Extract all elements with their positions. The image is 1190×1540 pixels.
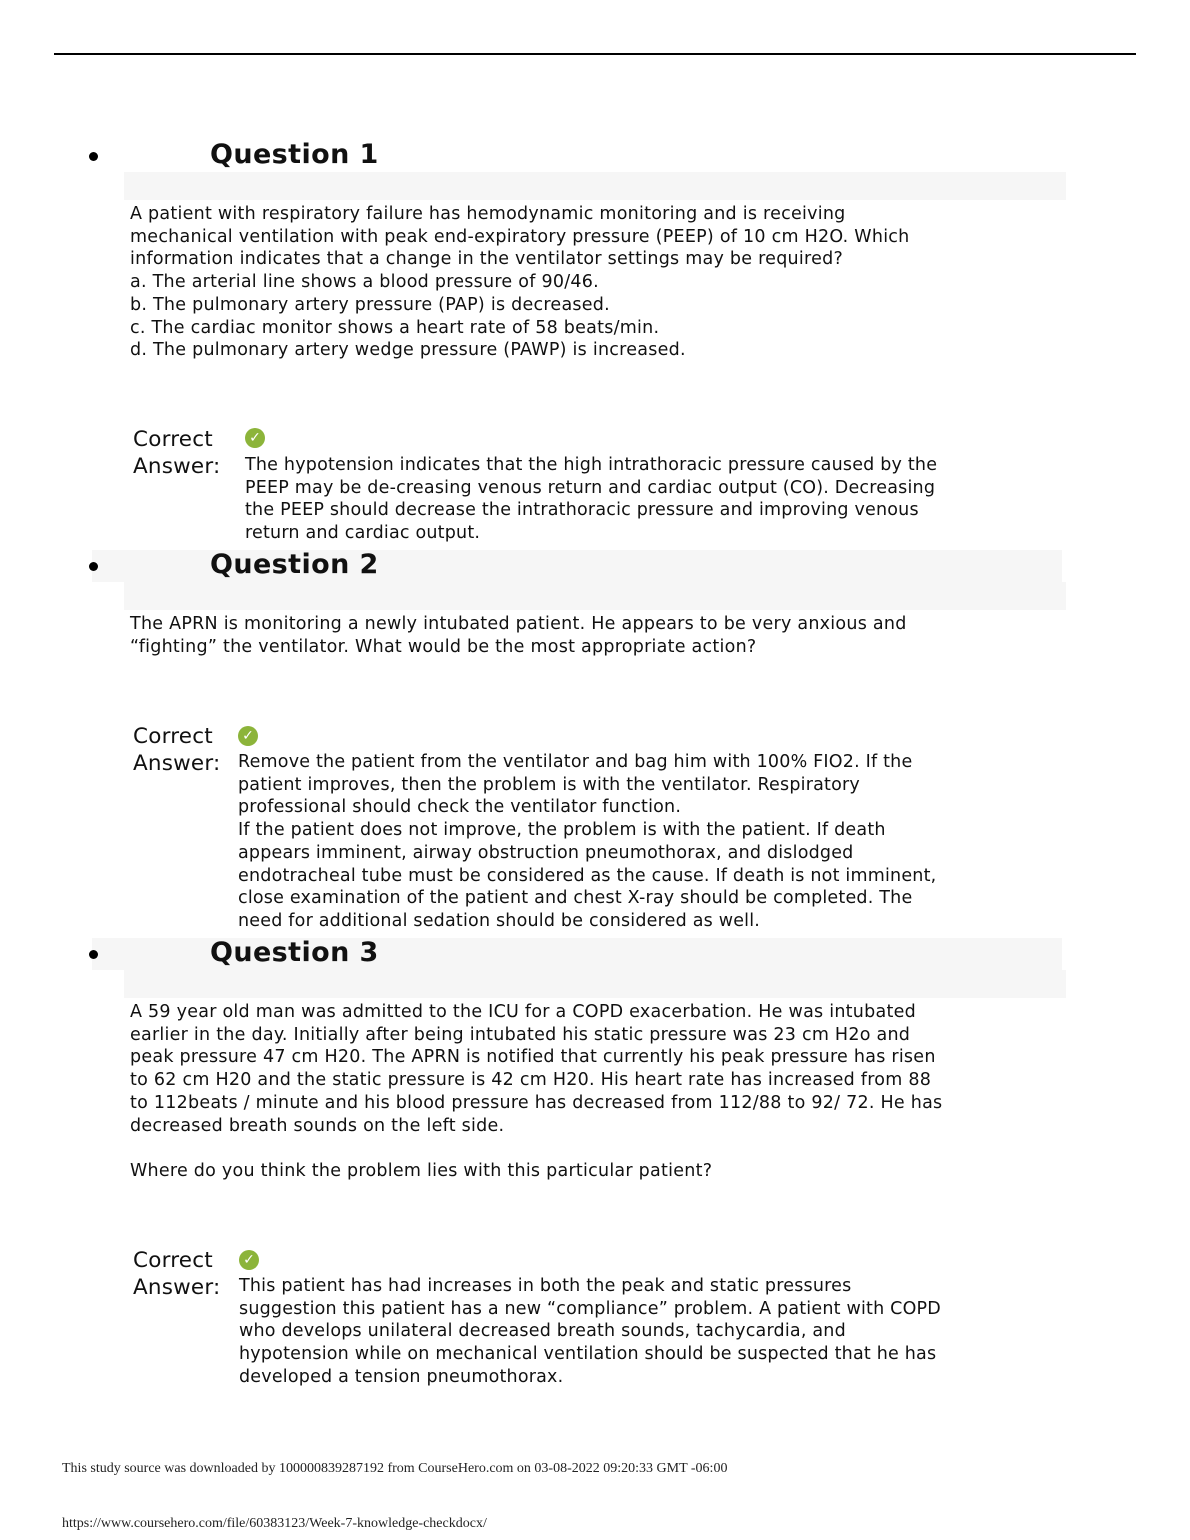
answer-line: close examination of the patient and chest X-ray should be completed. The [238,888,913,909]
bullet-icon [89,950,98,959]
question-line: The APRN is monitoring a newly intubated patient. He appears to be very anxious and [130,614,907,634]
answer-line: suggestion this patient has a new “compliance” problem. A patient with COPD [239,1298,941,1319]
question-line: information indicates that a change in the ventilator settings may be required? [130,249,843,270]
answer-line: hypotension while on mechanical ventilation should be suspected that he has [239,1344,937,1365]
bullet-icon [89,562,98,571]
check-circle-icon: ✓ [238,726,258,746]
answer-label-line: Answer: [133,454,221,479]
question-text [130,1001,1030,1183]
question-line: to 62 cm H20 and the static pressure is 42 cm H20. His heart rate has increased from 88 [130,1070,932,1091]
question-line: peak pressure 47 cm H20. The APRN is notified that currently his peak pressure has risen [130,1047,936,1068]
question-text [130,613,1030,658]
answer-line: professional should check the ventilator function. [238,797,682,818]
option-c: c. The cardiac monitor shows a heart rate of 58 beats/min. [130,317,660,338]
answer-line: PEEP may be de-creasing venous return and cardiac output (CO). Decreasing [245,477,936,498]
answer-line: the PEEP should decrease the intrathoracic pressure and improving venous [245,500,919,521]
correct-label-line: Correct [133,427,213,452]
answer-line: endotracheal tube must be considered as the cause. If death is not imminent, [238,865,937,886]
check-circle-icon: ✓ [239,1250,259,1270]
option-d: d. The pulmonary artery wedge pressure (PAWP) is increased. [130,340,686,361]
top-rule [54,53,1136,55]
correct-answer-label [133,1247,220,1301]
footer-url[interactable]: https://www.coursehero.com/file/60383123/Week-7-knowledge-checkdocx/ [62,1516,487,1531]
bullet-icon [89,152,98,161]
answer-line: return and cardiac output. [245,523,481,544]
answer-label-line: Answer: [133,1275,221,1300]
question-line: “fighting” the ventilator. What would be the most appropriate action? [130,636,757,657]
option-a: a. The arterial line shows a blood pressure of 90/46. [130,272,599,293]
question-line: earlier in the day. Initially after being intubated his static pressure was 23 cm H2o and [130,1024,911,1045]
option-b: b. The pulmonary artery pressure (PAP) is decreased. [130,294,610,315]
answer-line: developed a tension pneumothorax. [239,1366,564,1387]
answer-line: need for additional sedation should be considered as well. [238,910,761,931]
question-line: A 59 year old man was admitted to the ICU for a COPD exacerbation. He was intubated [130,1002,916,1022]
question-line: mechanical ventilation with peak end-expiratory pressure (PEEP) of 10 cm H2O. Which [130,226,910,247]
answer-label-line: Answer: [133,751,221,776]
answer-line: appears imminent, airway obstruction pneumothorax, and dislodged [238,842,854,863]
answer-text [239,1275,1009,1389]
answer-text [238,751,1008,933]
check-circle-icon: ✓ [245,428,265,448]
correct-label-line: Correct [133,724,213,749]
question-line: Where do you think the problem lies with this particular patient? [130,1160,713,1181]
answer-line: If the patient does not improve, the problem is with the patient. If death [238,820,886,841]
question-line: A patient with respiratory failure has hemodynamic monitoring and is receiving [130,204,846,224]
question-header-band [124,970,1066,998]
question-header-band [124,172,1066,200]
footer-source-text: This study source was downloaded by 100000839287192 from CourseHero.com on 03-08-2022 09:20:33 GMT -06:00 [62,1461,728,1476]
answer-line: This patient has had increases in both the peak and static pressures [239,1276,852,1296]
question-text [130,203,1030,362]
question-line: to 112beats / minute and his blood pressure has decreased from 112/88 to 92/ 72. He has [130,1092,943,1113]
answer-text [245,454,1015,545]
paragraph-gap [130,1137,1030,1160]
answer-line: Remove the patient from the ventilator and bag him with 100% FIO2. If the [238,752,913,772]
question-title: Question 1 [210,139,379,170]
answer-line: The hypotension indicates that the high intrathoracic pressure caused by the [245,455,938,475]
correct-label-line: Correct [133,1248,213,1273]
question-header-band [124,582,1066,610]
answer-line: patient improves, then the problem is with the ventilator. Respiratory [238,774,860,795]
correct-answer-label [133,426,220,480]
question-title: Question 3 [210,937,379,968]
question-title: Question 2 [210,549,379,580]
question-line: decreased breath sounds on the left side. [130,1115,505,1136]
answer-line: who develops unilateral decreased breath sounds, tachycardia, and [239,1321,846,1342]
correct-answer-label [133,723,220,777]
